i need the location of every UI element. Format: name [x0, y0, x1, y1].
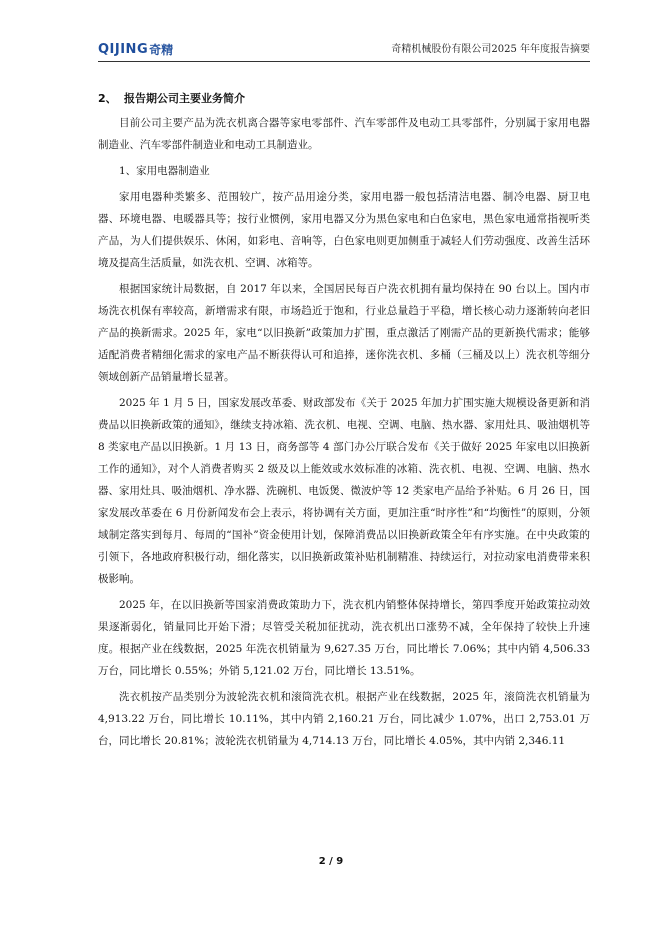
- page-header: [98, 42, 590, 62]
- logo-chinese-text: 奇精: [149, 43, 174, 57]
- paragraph-market-saturation: 根据国家统计局数据，自 2017 年以来，全国居民每百户洗衣机拥有量均保持在 90 台以上。国内市场洗衣机保有率较高，新增需求有限，市场趋近于饱和，行业总量趋于平稳，增长核心动力逐渐转向老旧产品的换新需求。2025 年，家电“以旧换新”政策加力扩围，重点激活了刚需产品的更新换代需求；能够适配消费者精细化需求的家电产品不断获得认可和追捧，迷你洗衣机、多桶（三桶及以上）洗衣机等细分领域创新产品销量增长显著。: [98, 283, 590, 383]
- paragraph-main-business: 目前公司主要产品为洗衣机离合器等家电零部件、汽车零部件及电动工具零部件，分别属于家用电器制造业、汽车零部件制造业和电动工具制造业。: [98, 117, 590, 151]
- paragraph-trade-in-policy: 2025 年 1 月 5 日，国家发展改革委、财政部发布《关于 2025 年加力扩围实施大规模设备更新和消费品以旧换新政策的通知》，继续支持冰箱、洗衣机、电视、空调、电脑、热水器、家用灶具、吸油烟机等 8 类家电产品以旧换新。1 月 13 日，商务部等 4 部门办公厅联合发布《关于做好 2025 年家电以旧换新工作的通知》，对个人消费者购买 2 级及以上能效或水效标准的冰箱、洗衣机、电视、空调、电脑、热水器、家用灶具、吸油烟机、净水器、洗碗机、电饭煲、微波炉等 12 类家电产品给予补贴。6 月 26 日，国家发展改革委在 6 月份新闻发布会上表示，将协调有关方面，更加注重“时序性”和“均衡性”的原则，分领域制定落实到每月、每周的“国补”资金使用计划，保障消费品以旧换新政策全年有序实施。在中央政策的引领下，各地政府积极行动，细化落实，以旧换新政策补贴机制精准、持续运行，对拉动家电消费带来积极影响。: [98, 397, 590, 585]
- page-number: 2 / 9: [318, 856, 344, 867]
- paragraph-appliance-categories: 家用电器种类繁多、范围较广，按产品用途分类，家用电器一般包括清洁电器、制冷电器、厨卫电器、环境电器、电暖器具等；按行业惯例，家用电器又分为黑色家电和白色家电，黑色家电通常指视听类产品，为人们提供娱乐、休闲，如彩电、音响等，白色家电则更加侧重于减轻人们劳动强度、改善生活环境及提高生活质量，如洗衣机、空调、冰箱等。: [98, 191, 590, 269]
- section-number: 2、: [98, 92, 117, 105]
- report-title: 奇精机械股份有限公司2025 年年度报告摘要: [391, 44, 590, 55]
- company-logo: [98, 42, 173, 58]
- logo-latin-text: QIJING: [98, 42, 149, 57]
- header-divider: [98, 61, 590, 62]
- paragraph-product-categories: 洗衣机按产品类别分为波轮洗衣机和滚筒洗衣机。根据产业在线数据，2025 年，滚筒洗衣机销量为 4,913.22 万台，同比增长 10.11%，其中内销 2,160.21 万台，同比减少 1.07%，出口 2,753.01 万台，同比增长 20.81%；波轮洗衣机销量为 4,714.13 万台，同比增长 4.05%，其中内销 2,346.11: [98, 691, 590, 747]
- paragraph-2025-sales: 2025 年，在以旧换新等国家消费政策助力下，洗衣机内销整体保持增长，第四季度开始政策拉动效果逐渐弱化，销量同比开始下滑；尽管受关税加征扰动，洗衣机出口涨势不减，全年保持了较快上升速度。根据产业在线数据，2025 年洗衣机销量为 9,627.35 万台，同比增长 7.06%；其中内销 4,506.33 万台，同比增长 0.55%；外销 5,121.02 万台，同比增长 13.51%。: [98, 599, 590, 677]
- section-title: 报告期公司主要业务简介: [124, 92, 245, 105]
- subheading-home-appliance: 1、家用电器制造业: [119, 165, 210, 177]
- document-body: [98, 88, 590, 756]
- section-heading: [98, 88, 590, 110]
